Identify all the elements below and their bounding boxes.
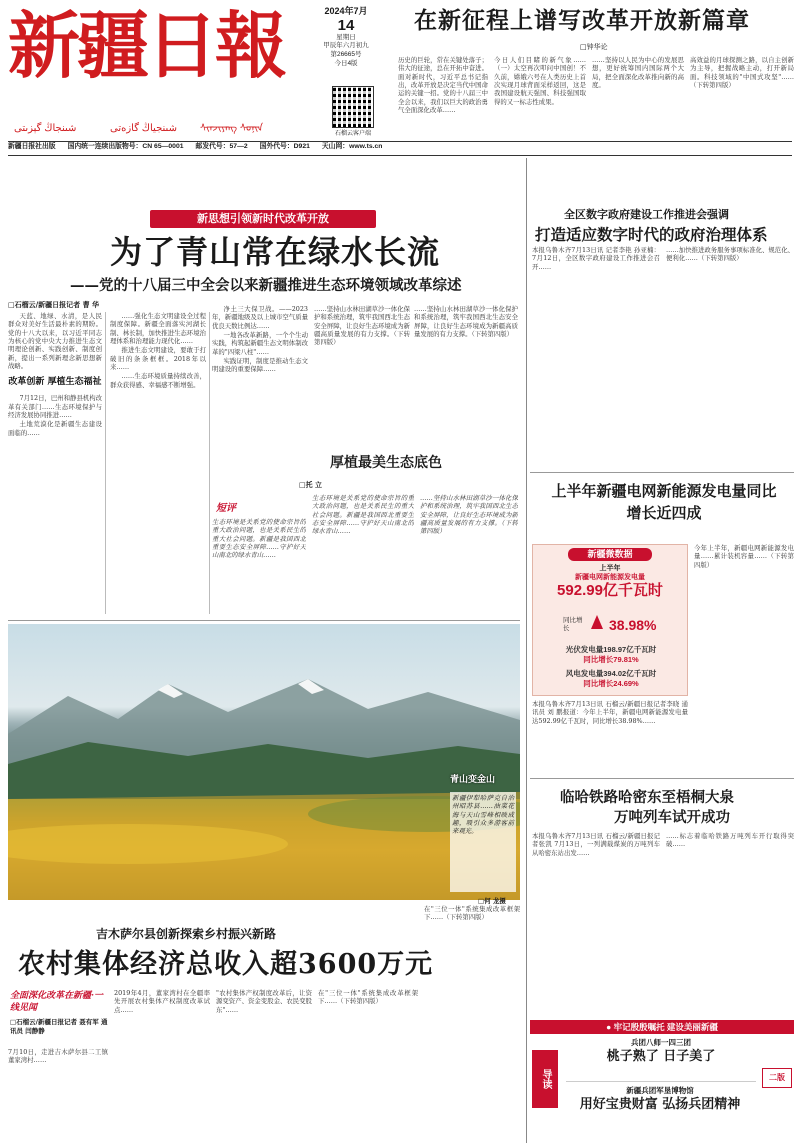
lead-col-3-text: 净土三大保卫战。——2023年，新疆地级及以上城市空气质量优良天数比例达…… xyxy=(212,305,308,330)
landscape-photo xyxy=(8,624,520,900)
gov-rule xyxy=(530,472,794,473)
photo-svg xyxy=(8,624,520,900)
rail-col-1: 本报乌鲁木齐7月13日讯 石榴云/新疆日报记者张凯 7月13日，一列满载煤炭的万吨列车从哈密东站出发…… xyxy=(532,832,660,857)
lead-col-2-text-b: 推进生态文明建设，要敢于打破旧的条条框框。2018年以来…… xyxy=(110,346,206,371)
top-col-2: 今日人们目睹的新气象……（一）太空再次叩问中国创！不久前，嫦娥六号在人类历史上首次实现月球背面采样返回，这是我国建设航天强国、科技强国取得的又一标志性成果。 xyxy=(494,56,586,106)
infobox-row-2: 风电发电量394.02亿千瓦时 xyxy=(565,669,657,678)
page-count: 今日4版 xyxy=(334,59,358,67)
lead-col-1-text: 天蓝、地绿、水清，是人民群众对美好生活最朴素的期盼。党的十八大以来，以习近平同志为核心的党中央大力推进生态文明理论创新、实践创新、制度创新，提出一系列新理念新思想新战略。 xyxy=(8,312,102,370)
masthead-title: 新疆日報 xyxy=(8,3,285,88)
masthead-kazakh: شىنجياڭ گازەتى xyxy=(110,123,177,134)
lead-headline: 为了青山常在绿水长流 xyxy=(109,233,440,271)
energy-col-2: 今年上半年，新疆电网新能源发电量……累计装机容量……（下转第四版） xyxy=(694,544,794,569)
rail-headline-2: 万吨列车试开成功 xyxy=(614,809,730,826)
top-col-4: 高效益的月球探测之路，以自主创新为主导，把握战略主动，打开新局面。科技领域的"中国式攻坚"……（下转第四版） xyxy=(690,56,794,89)
intl-code: 国外代号：D921 xyxy=(259,143,310,150)
lead-col-2-text-c: ……生态环境质量持续改善，群众获得感、幸福感不断增强。 xyxy=(110,372,206,389)
infobox-row-2b: 同比增长24.69% xyxy=(583,679,639,688)
gov-kicker: 全区数字政府建设工作推进会强调 xyxy=(564,208,729,221)
energy-infobox xyxy=(532,544,688,696)
lead-col-4: ……坚持山水林田湖草沙一体化保护和系统治理，筑牢我国西北生态安全屏障，让良好生态环境成为新疆高质量发展的有力支撑。（下转第四版） xyxy=(314,305,410,347)
date-box xyxy=(306,6,386,68)
lead-col-2 xyxy=(110,312,206,614)
cn-number: 国内统一连续出版物号：CN 65—0001 xyxy=(67,143,184,150)
masthead-rule-2 xyxy=(8,155,792,156)
top-col-1: 历史的巨轮，常在关键处落子；伟大的征途，总在开拓中奋进。面对新时代，习近平总书记指出，改革开放是决定当代中国命运的关键一招。党的十八届三中全会以来，我们以巨大的政治勇气全面深化改革…… xyxy=(398,56,488,114)
rural-col-4: 在"三位一体"系统集成改革框架下……（下转第四版） xyxy=(318,989,418,1006)
lead-col-1-text-c: 土地荒漠化是新疆生态建设面临的…… xyxy=(8,420,102,437)
arrow-up-icon xyxy=(591,615,603,629)
column-text-1: 生态环境是关系党的使命宗旨的重大政治问题，也是关系民生的重大社会问题。新疆是我国西北重要生态安全屏障……守护好天山南北的绿水青山…… xyxy=(212,518,306,560)
gov-headline: 打造适应数字时代的政府治理体系 xyxy=(535,225,768,244)
col-divider xyxy=(105,312,106,614)
lead-col-5: ……坚持山水林田湖草沙一体化保护和系统治理，筑牢我国西北生态安全屏障，让良好生态环境成为新疆高质量发展的有力支撑。（下转第四版） xyxy=(414,305,518,338)
masthead-footer xyxy=(8,143,792,152)
rural-kicker: 吉木萨尔县创新探索乡村振兴新路 xyxy=(96,927,277,941)
lead-subhead: ——党的十八届三中全会以来新疆推进生态环境领域改革综述 xyxy=(70,277,462,294)
guide-rule xyxy=(566,1081,756,1082)
masthead-mongol: ᠰᠢᠨᠵᠢᠶᠠᠩ ᠰᠣᠨᠢᠨ xyxy=(200,123,264,134)
rural-headline: 农村集体经济总收入超3600万元 xyxy=(18,949,434,980)
energy-rule xyxy=(530,778,794,779)
infobox-value-1: 592.99亿千瓦时 xyxy=(557,582,663,600)
guide-item-2[interactable] xyxy=(560,1086,760,1114)
lead-subhead-1: 改革创新 厚植生态福祉 xyxy=(8,377,102,388)
lead-col-3-text-b: 一地各改革新路，一个个生动实践，构筑起新疆生态文明体制改革的"四梁八柱"…… xyxy=(212,330,308,356)
infobox-row-1: 光伏发电量198.97亿千瓦时 xyxy=(565,645,657,654)
infobox-row-1b: 同比增长79.81% xyxy=(583,655,639,664)
guide-item-1-kicker: 兵团八师一四三团 xyxy=(631,1038,691,1047)
guide-item-2-kicker: 新疆兵团军垦博物馆 xyxy=(626,1086,694,1095)
page-tag: 二版 xyxy=(762,1068,792,1088)
top-col-3: ……坚持以人民为中心的发展思想，更好统筹国内国际两个大局，把全面深化改革推向新的高度。 xyxy=(592,56,684,89)
gov-col-1: 本报乌鲁木齐7月13日讯 记者李艳 孙亚楠：7月12日，全区数字政府建设工作推进会召开…… xyxy=(532,246,660,271)
infobox-period: 上半年 xyxy=(599,565,621,572)
rail-col-2: ……标志着临哈铁路万吨列车开行取得突破…… xyxy=(666,832,794,849)
lead-col-3-text-c: 实践证明，制度是推动生态文明建设的重要保障…… xyxy=(212,356,308,374)
infobox-value-2: 38.98% xyxy=(609,617,657,633)
masthead-rule xyxy=(8,141,792,142)
column-headline: 厚植最美生态底色 xyxy=(330,455,442,471)
energy-headline: 上半年新疆电网新能源发电量同比增长近四成 xyxy=(551,482,777,522)
bottom-banner xyxy=(530,1020,794,1034)
lead-author: □石榴云/新疆日报记者 曹 华 xyxy=(8,300,100,309)
section-tag: 新思想引领新时代改革开放 xyxy=(150,210,376,228)
main-divider xyxy=(526,158,527,1143)
post-code: 邮发代号：57—2 xyxy=(195,143,248,150)
lead-bottom-rule xyxy=(8,620,520,621)
photo-caption-title: 青山变金山 xyxy=(450,775,496,785)
top-author: □钟华论 xyxy=(580,43,608,51)
lead-col-3 xyxy=(212,305,308,435)
lead-col-1 xyxy=(8,312,102,614)
masthead-uyghur: شىنجاڭ گېزىتى xyxy=(14,123,77,134)
rural-author: □石榴云/新疆日报记者 聂有军 通讯员 闫静静 xyxy=(10,1018,108,1035)
photo-credit: □何 龙摄 xyxy=(478,897,506,905)
banner-icon: ● xyxy=(606,1022,614,1032)
rural-feature-title: 全面深化改革在新疆·一线见闻 xyxy=(10,990,103,1012)
infobox-yoy: 同比增长 xyxy=(563,617,583,632)
guide-stamp: 导读 xyxy=(532,1050,558,1108)
top-headline: 在新征程上谱写改革开放新篇章 xyxy=(414,7,750,34)
guide-item-1-title: 桃子熟了 日子美了 xyxy=(606,1048,716,1064)
rural-col-2: 2019年4月，董家湾村在全疆率先开展农村集体产权制度改革试点…… xyxy=(114,989,210,1014)
lead-col-2-text: ……强化生态文明建设全过程制度保障。新疆全面落实河湖长制、林长制，加快推进生态环境治理体系和治理能力现代化…… xyxy=(110,312,206,345)
rural-col-3: "农村集体产权制度改革后，让资源变资产、资金变股金、农民变股东"…… xyxy=(216,989,312,1014)
issue-number: 第26665号 xyxy=(330,51,362,59)
qr-code[interactable] xyxy=(332,86,374,128)
guide-item-2-title: 用好宝贵财富 弘扬兵团精神 xyxy=(579,1096,741,1112)
rail-headline: 临哈铁路哈密东至梧桐大泉 xyxy=(560,789,734,806)
gov-col-2: ……加快推进政务服务事项标准化、规范化、便利化……（下转第四版） xyxy=(666,246,794,263)
col-divider xyxy=(209,312,210,614)
guide-item-1[interactable] xyxy=(566,1038,756,1066)
photo-caption: 新疆伊犁哈萨克自治州昭苏县……油菜花海与天山雪峰相映成趣，吸引众多游客前来观光。 xyxy=(450,792,516,892)
banner-text: 牢记殷殷嘱托 建设美丽新疆 xyxy=(613,1022,718,1032)
column-author: □托 立 xyxy=(299,480,323,489)
energy-col-1: 本报乌鲁木齐7月13日讯 石榴云/新疆日报记者李晓 通讯员 刘 鹏报道：今年上半年，新疆电网新能源发电量达592.99亿千瓦时，同比增长38.98%…… xyxy=(532,700,688,725)
infobox-label-1: 新疆电网新能源发电量 xyxy=(575,574,645,582)
date-day: 14 xyxy=(337,16,355,34)
weekday: 星期日 xyxy=(336,33,356,41)
rural-col-1: 7月10日，走进吉木萨尔县二工镇董家湾村…… xyxy=(8,1048,108,1065)
column-stamp: 短评 xyxy=(216,503,236,514)
publisher: 新疆日报社出版 xyxy=(8,143,56,150)
lunar-date: 甲辰年六月初九 xyxy=(323,42,369,50)
column-text-3: ……坚持山水林田湖草沙一体化保护和系统治理，筑牢我国西北生态安全屏障，让良好生态环境成为新疆高质量发展的有力支撑。（下转第四版） xyxy=(420,494,518,536)
lead-col-1-text-b: 7月12日，巴州和静县机构改革有关部门……生态环境保护与经济发展协同推进…… xyxy=(8,394,102,419)
date-year: 2024年7月 xyxy=(324,6,368,16)
website-link[interactable]: 天山网：www.ts.cn xyxy=(321,143,383,150)
column-text-2: 生态环境是关系党的使命宗旨的重大政治问题，也是关系民生的重大社会问题。新疆是我国西北重要生态安全屏障……守护好天山南北的绿水青山…… xyxy=(312,494,414,536)
infobox-title: 新疆微数据 xyxy=(568,548,652,561)
qr-caption: 石榴云客户端 xyxy=(334,131,371,137)
rural-col-5: 在"三位一体"系统集成改革框架下……（下转第四版） xyxy=(424,905,520,922)
